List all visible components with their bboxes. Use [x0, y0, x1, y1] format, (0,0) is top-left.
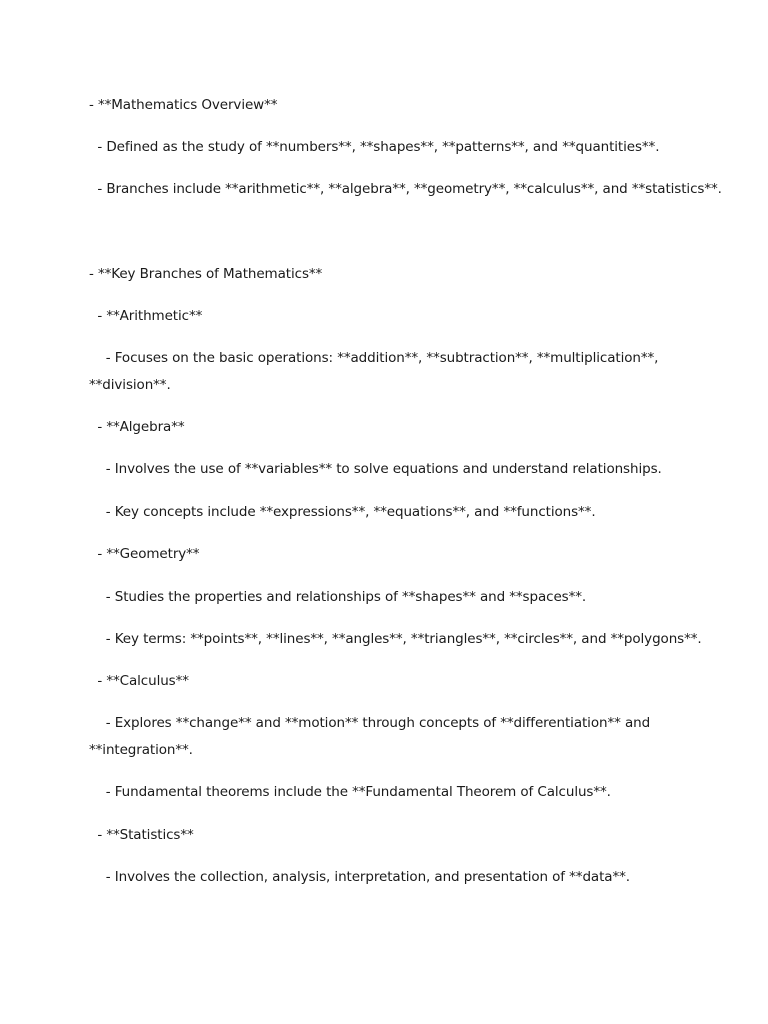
arithmetic-detail-cont: **division**.	[89, 377, 171, 393]
calculus-detail-1: - Explores **change** and **motion** through concepts of **differentiation** and	[89, 715, 651, 731]
calculus-detail-2: - Fundamental theorems include the **Fundamental Theorem of Calculus**.	[89, 784, 611, 800]
algebra-detail-2: - Key concepts include **expressions**, **equations**, and **functions**.	[89, 504, 596, 520]
subheading-arithmetic: - **Arithmetic**	[89, 308, 203, 324]
subheading-statistics: - **Statistics**	[89, 827, 194, 843]
subheading-calculus: - **Calculus**	[89, 673, 189, 689]
geometry-detail-1: - Studies the properties and relationships of **shapes** and **spaces**.	[89, 589, 587, 605]
section-heading-key-branches: - **Key Branches of Mathematics**	[89, 266, 323, 282]
subheading-algebra: - **Algebra**	[89, 419, 185, 435]
statistics-detail: - Involves the collection, analysis, interpretation, and presentation of **data**.	[89, 869, 630, 885]
overview-definition: - Defined as the study of **numbers**, **shapes**, **patterns**, and **quantities**.	[89, 139, 660, 155]
arithmetic-detail: - Focuses on the basic operations: **addition**, **subtraction**, **multiplication**,	[89, 350, 659, 366]
subheading-geometry: - **Geometry**	[89, 546, 200, 562]
section-heading-overview: - **Mathematics Overview**	[89, 97, 278, 113]
geometry-detail-2: - Key terms: **points**, **lines**, **angles**, **triangles**, **circles**, and **polygons**.	[89, 631, 702, 647]
overview-branches: - Branches include **arithmetic**, **algebra**, **geometry**, **calculus**, and **statistics**.	[89, 181, 722, 197]
calculus-detail-1-cont: **integration**.	[89, 742, 193, 758]
algebra-detail-1: - Involves the use of **variables** to solve equations and understand relationships.	[89, 461, 662, 477]
